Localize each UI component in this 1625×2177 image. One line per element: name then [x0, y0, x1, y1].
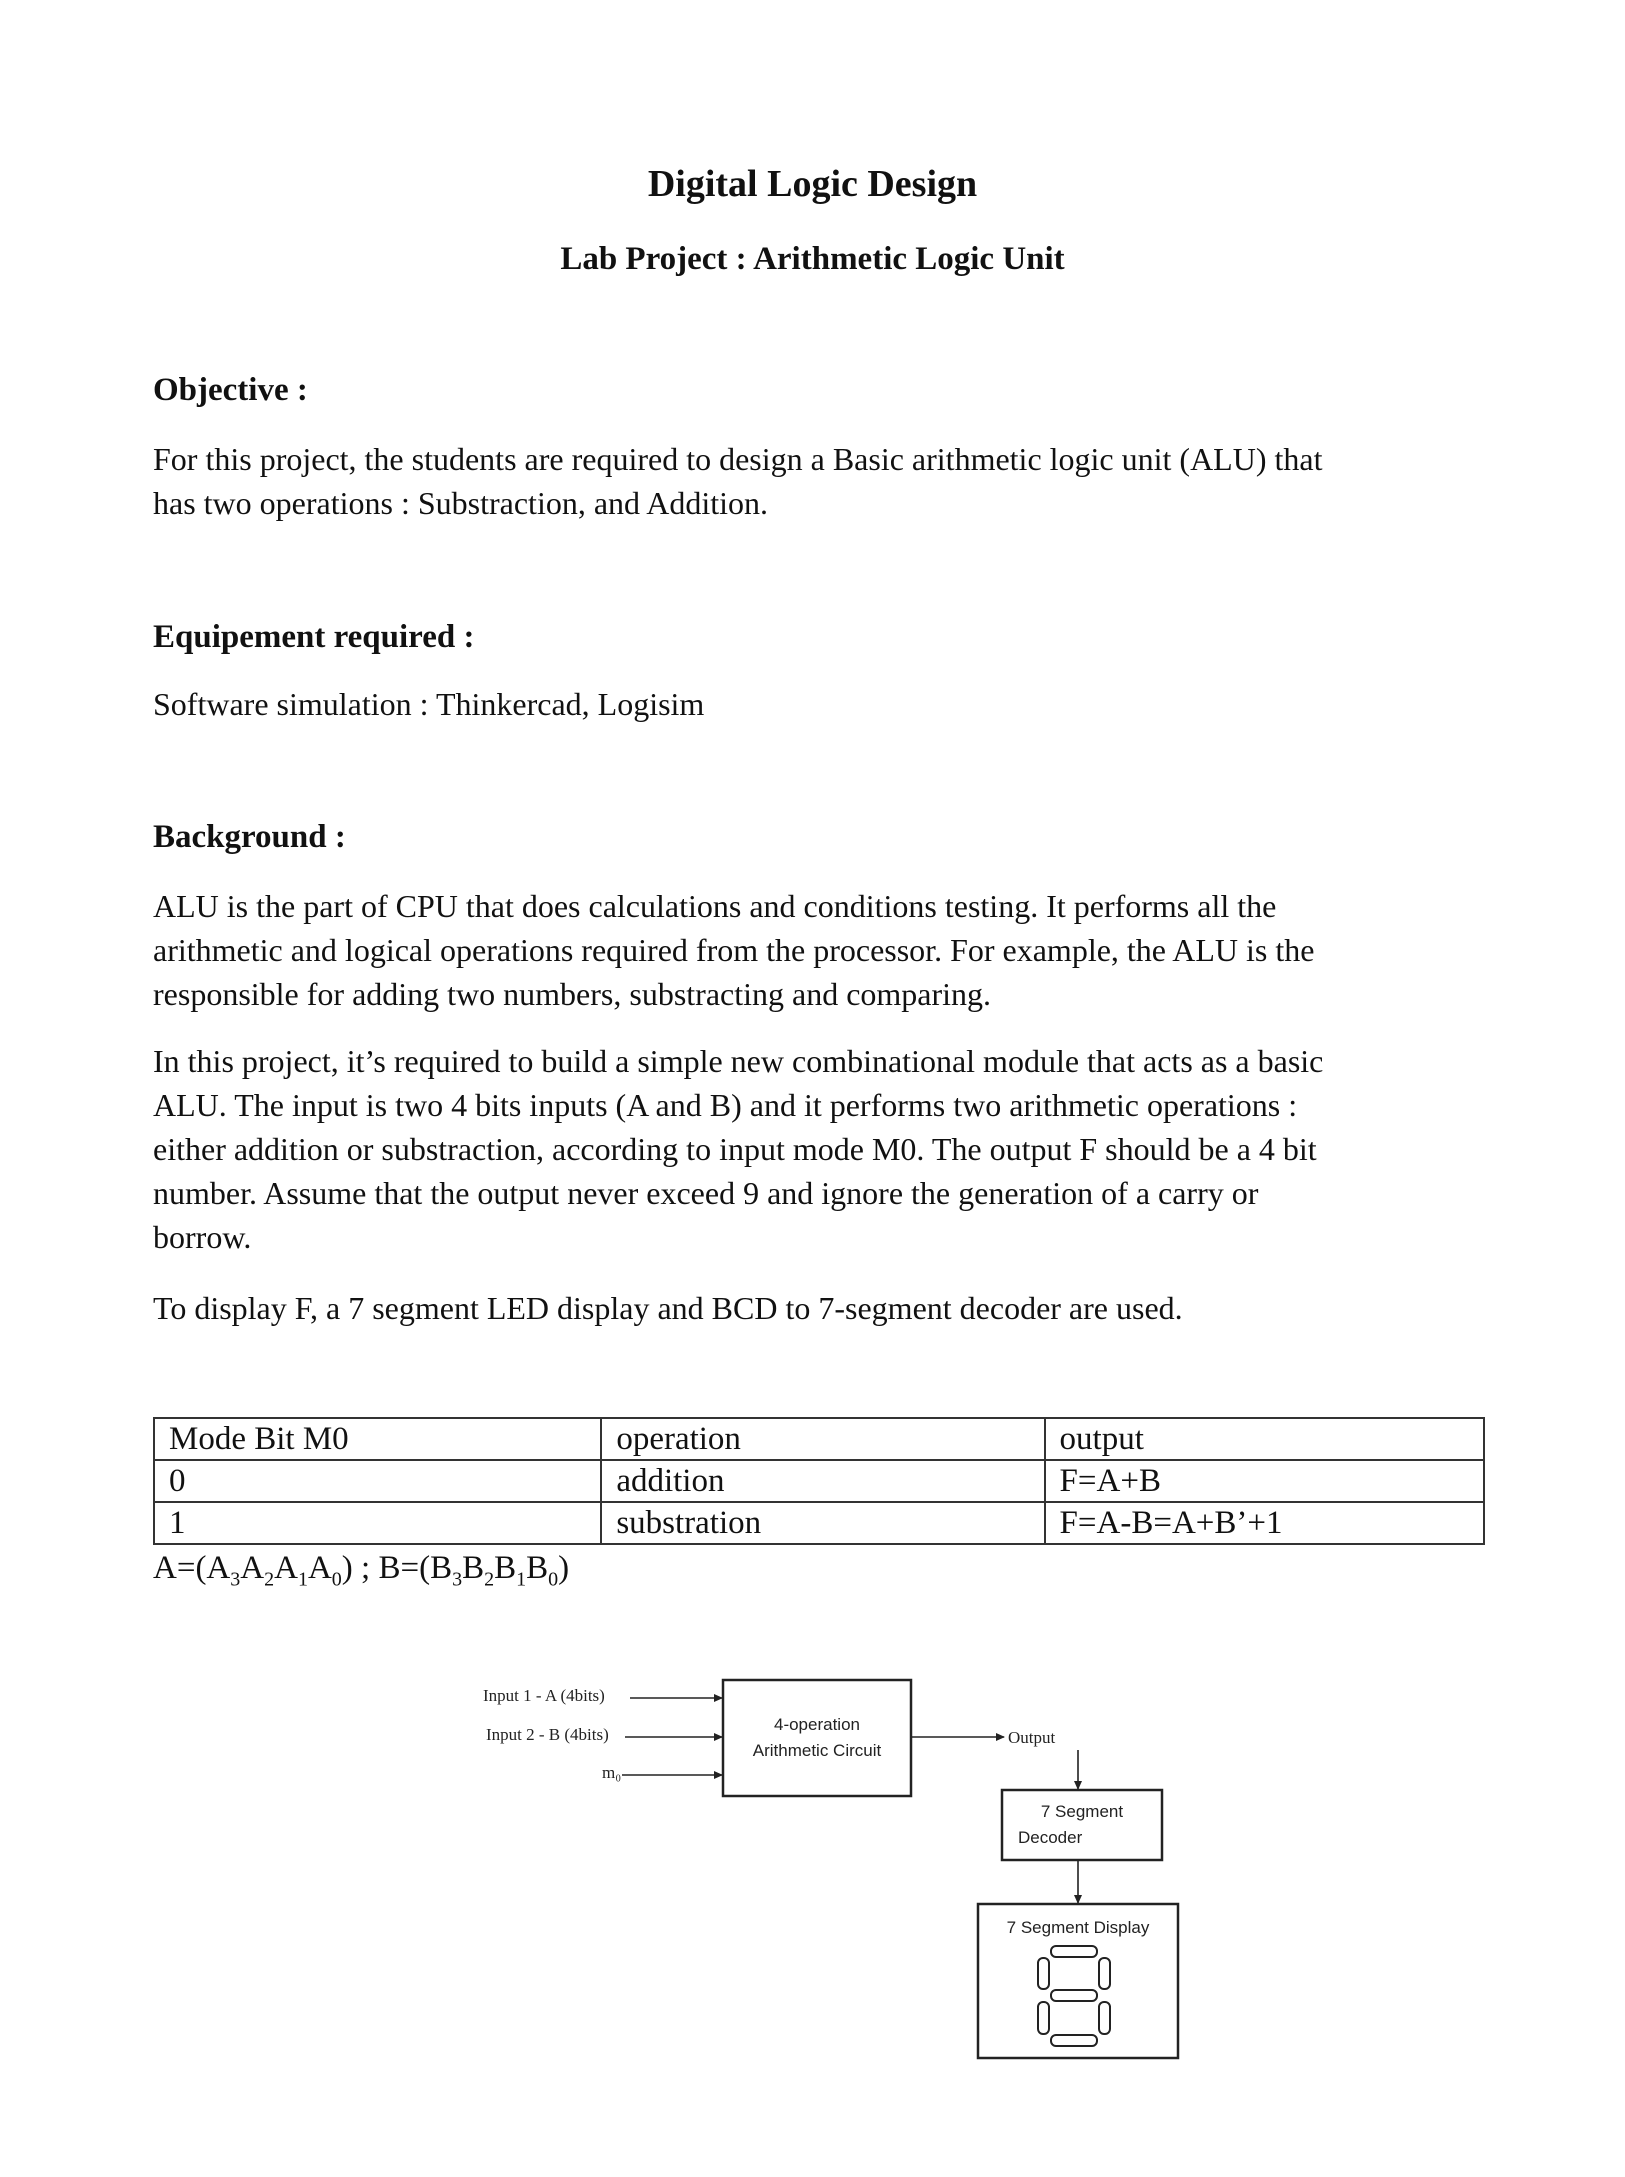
document-subtitle: Lab Project : Arithmetic Logic Unit — [560, 241, 1065, 277]
seven-segment-digit-icon — [1038, 1946, 1110, 2046]
background-heading: Background : — [153, 819, 346, 855]
text-line: For this project, the students are required to design a Basic arithmetic logic unit (ALU) that — [153, 441, 1323, 477]
text-line: responsible for adding two numbers, substracting and comparing. — [153, 976, 992, 1012]
text-line: Software simulation : Thinkercad, Logisim — [153, 686, 705, 722]
table-row — [154, 1460, 1484, 1502]
equipment-text — [153, 682, 1483, 726]
document-title: Digital Logic Design — [647, 163, 978, 205]
table-header-cell: Mode Bit M0 — [154, 1418, 601, 1460]
circuit-label-line-1: 4-operation — [773, 1715, 861, 1734]
text-line: number. Assume that the output never exceed 9 and ignore the generation of a carry or — [153, 1175, 1259, 1211]
display-label: 7 Segment Display — [1006, 1918, 1150, 1937]
objective-paragraph — [153, 437, 1483, 525]
background-paragraph-2 — [153, 1039, 1483, 1259]
text-line: has two operations : Substraction, and Addition. — [153, 485, 769, 521]
arithmetic-circuit-block — [723, 1680, 911, 1796]
output-label: Output — [1008, 1728, 1056, 1747]
table-cell: 0 — [154, 1460, 601, 1502]
text-line: To display F, a 7 segment LED display and BCD to 7-segment decoder are used. — [153, 1290, 1183, 1326]
mode-input-label: m₀ — [602, 1763, 622, 1782]
decoder-label-line-2: Decoder — [1018, 1828, 1083, 1847]
background-paragraph-3 — [153, 1286, 1483, 1330]
table-header-cell: output — [1045, 1418, 1484, 1460]
text-line: ALU is the part of CPU that does calculations and conditions testing. It performs all the — [153, 888, 1277, 924]
table-header-cell: operation — [601, 1418, 1044, 1460]
table-cell: substration — [601, 1502, 1044, 1544]
objective-heading: Objective : — [153, 372, 308, 408]
table-cell: addition — [601, 1460, 1044, 1502]
input-b-label: Input 2 - B (4bits) — [486, 1725, 609, 1744]
text-line: ALU. The input is two 4 bits inputs (A and B) and it performs two arithmetic operations : — [153, 1087, 1298, 1123]
circuit-label-line-2: Arithmetic Circuit — [752, 1741, 882, 1760]
background-paragraph-1 — [153, 884, 1483, 1016]
decoder-label-line-1: 7 Segment — [1040, 1802, 1124, 1821]
text-line: In this project, it’s required to build a simple new combinational module that acts as a basic — [153, 1043, 1324, 1079]
text-line: borrow. — [153, 1219, 252, 1255]
table-cell: F=A-B=A+B’+1 — [1045, 1502, 1484, 1544]
equipment-heading: Equipement required : — [153, 619, 475, 655]
table-header-row — [154, 1418, 1484, 1460]
operand-definition: $A=(A_3A_2A_1A_0)$ ; $B=(B_3B_2B_1B_0)$ — [153, 1550, 570, 1591]
table-cell: F=A+B — [1045, 1460, 1484, 1502]
text-line: arithmetic and logical operations required from the processor. For example, the ALU is the — [153, 932, 1315, 968]
table-row — [154, 1502, 1484, 1544]
segment-decoder-block — [1002, 1790, 1162, 1860]
text-line: either addition or substraction, according to input mode M0. The output F should be a 4 bit — [153, 1131, 1317, 1167]
mode-table — [153, 1417, 1485, 1545]
table-cell: 1 — [154, 1502, 601, 1544]
alu-block-diagram — [0, 1650, 1625, 2080]
input-a-label: Input 1 - A (4bits) — [483, 1686, 605, 1705]
